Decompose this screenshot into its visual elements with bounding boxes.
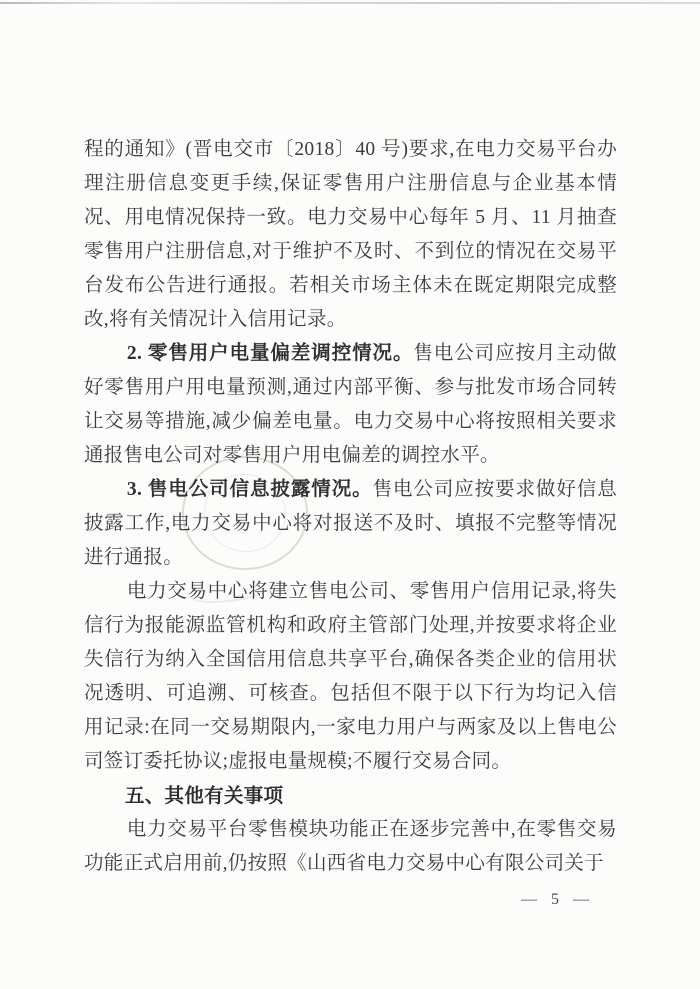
credit-record-paragraph: 电力交易中心将建立售电公司、零售用户信用记录,将失信行为报能源监管机构和政府主管部门处理,并按要求将企业失信行为纳入全国信用信息共享平台,确保各类企业的信用状况透明、可追溯、可核查。包括但不限于以下行为均记入信用记录:在同一交易期限内,一家电力用户与两家及以上售电公司签订委托协议;虚报电量规模;不履行交易合同。	[84, 581, 617, 772]
continuation-paragraph: 程的通知》(晋电交市〔2018〕40 号)要求,在电力交易平台办理注册信息变更手续,保证零售用户注册信息与企业基本情况、用电情况保持一致。电力交易中心每年 5 月、11 月抽查零售用户注册信息,对于维护不及时、不到位的情况在交易平台发布公告进行通报。若相关市场主体未在既定期限完成整改,将有关情况计入信用记录。	[84, 139, 617, 330]
page-content	[84, 133, 617, 881]
numbered-item-2	[84, 337, 617, 473]
closing-paragraph: 电力交易平台零售模块功能正在逐步完善中,在零售交易功能正式启用前,仍按照《山西省电力交易中心有限公司关于	[84, 819, 617, 874]
numbered-item-3-text: 售电公司应按要求做好信息披露工作,电力交易中心将对报送不及时、填报不完整等情况进行通报。	[84, 479, 618, 568]
page-number: — 5 —	[521, 891, 594, 908]
section-heading: 五、其他有关事项	[124, 785, 284, 807]
numbered-item-2-text: 售电公司应按月主动做好零售用户用电量预测,通过内部平衡、参与批发市场合同转让交易等措施,减少偏差电量。电力交易中心将按照相关要求通报售电公司对零售用户用电偏差的调控水平。	[84, 343, 617, 466]
numbered-item-3	[84, 473, 617, 575]
numbered-item-3-lead: 3. 售电公司信息披露情况。	[126, 479, 373, 500]
numbered-item-2-lead: 2. 零售用户电量偏差调控情况。	[126, 343, 414, 364]
scan-artifact-line	[0, 2, 700, 4]
